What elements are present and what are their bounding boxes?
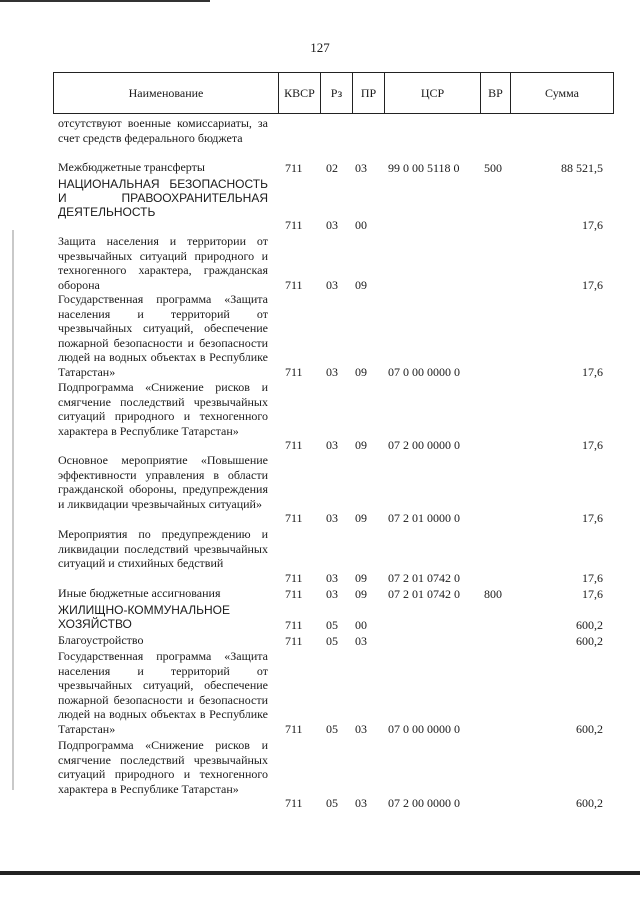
row-rz: 05 — [326, 634, 338, 648]
row-rz: 03 — [326, 438, 338, 452]
row-csr: 07 2 01 0742 0 — [388, 587, 460, 601]
row-rz: 03 — [326, 571, 338, 585]
row-csr: 07 0 00 0000 0 — [388, 722, 460, 736]
row-name: Подпрограмма «Снижение рисков и смягчение последствий чрезвычайных ситуаций природного и техногенного характера в Республике Татарстан» — [58, 380, 268, 438]
table-row — [0, 649, 640, 736]
row-pr: 09 — [355, 587, 367, 601]
header-sum: Сумма — [510, 73, 613, 113]
table-row — [0, 177, 640, 232]
row-sum: 17,6 — [582, 571, 603, 585]
row-pr: 00 — [355, 218, 367, 232]
row-pr: 03 — [355, 796, 367, 810]
row-pr: 09 — [355, 438, 367, 452]
row-sum: 17,6 — [582, 218, 603, 232]
row-rz: 05 — [326, 796, 338, 810]
row-pr: 00 — [355, 618, 367, 632]
row-csr: 07 2 01 0000 0 — [388, 511, 460, 525]
header-name: Наименование — [128, 86, 204, 100]
row-rz: 03 — [326, 365, 338, 379]
row-csr: 07 2 00 0000 0 — [388, 438, 460, 452]
row-pr: 09 — [355, 571, 367, 585]
table-row — [0, 292, 640, 379]
row-kvsr: 711 — [285, 365, 303, 379]
row-kvsr: 711 — [285, 618, 303, 632]
row-pr: 09 — [355, 365, 367, 379]
table-row — [0, 586, 640, 601]
row-name: Государственная программа «Защита населения и территорий от чрезвычайных ситуаций, обеспечение пожарной безопасности и безопасности людей на водных объектах в Республике Татарстан» — [58, 649, 268, 736]
row-name: отсутствуют военные комиссариаты, за счет средств федерального бюджета — [58, 116, 268, 145]
row-name: ЖИЛИЩНО-КОММУНАЛЬНОЕ ХОЗЯЙСТВО — [58, 603, 230, 631]
header-csr: ЦСР — [384, 73, 480, 113]
row-rz: 03 — [326, 511, 338, 525]
row-kvsr: 711 — [285, 511, 303, 525]
row-name: Иные бюджетные ассигнования — [58, 586, 221, 600]
row-name: Подпрограмма «Снижение рисков и смягчение последствий чрезвычайных ситуаций природного и техногенного характера в Республике Татарстан» — [58, 738, 268, 796]
row-kvsr: 711 — [285, 571, 303, 585]
row-sum: 17,6 — [582, 438, 603, 452]
row-rz: 03 — [326, 278, 338, 292]
row-name: Государственная программа «Защита населения и территорий от чрезвычайных ситуаций, обеспечение пожарной безопасности и безопасности людей на водных объектах в Республике Татарстан» — [58, 292, 268, 379]
page-number: 127 — [310, 40, 330, 55]
row-kvsr: 711 — [285, 218, 303, 232]
header-rz: Рз — [320, 73, 352, 113]
row-sum: 600,2 — [576, 634, 603, 648]
row-sum: 600,2 — [576, 796, 603, 810]
row-csr: 07 2 01 0742 0 — [388, 571, 460, 585]
table-row — [0, 633, 640, 648]
table-row — [0, 234, 640, 292]
row-vr: 500 — [484, 161, 502, 175]
row-name: Мероприятия по предупреждению и ликвидации последствий чрезвычайных ситуаций и стихийных бедствий — [58, 527, 268, 570]
table-row — [0, 527, 640, 585]
header-pr: ПР — [352, 73, 384, 113]
row-sum: 17,6 — [582, 278, 603, 292]
row-rz: 03 — [326, 218, 338, 232]
row-csr: 07 0 00 0000 0 — [388, 365, 460, 379]
row-kvsr: 711 — [285, 634, 303, 648]
row-name: Благоустройство — [58, 633, 144, 647]
row-rz: 02 — [326, 161, 338, 175]
header-kvsr: КВСР — [278, 73, 320, 113]
row-name: Основное мероприятие «Повышение эффективности управления в области гражданской обороны, предупреждения и ликвидации чрезвычайных ситуаций» — [58, 453, 268, 511]
row-sum: 17,6 — [582, 587, 603, 601]
row-pr: 03 — [355, 161, 367, 175]
row-name: Защита населения и территории от чрезвычайных ситуаций природного и техногенного характера, гражданская оборона — [58, 234, 268, 292]
row-sum: 17,6 — [582, 365, 603, 379]
header-vr: ВР — [480, 73, 510, 113]
row-rz: 03 — [326, 587, 338, 601]
row-name: Межбюджетные трансферты — [58, 160, 205, 174]
row-sum: 88 521,5 — [561, 161, 603, 175]
row-rz: 05 — [326, 618, 338, 632]
row-sum: 600,2 — [576, 618, 603, 632]
row-pr: 09 — [355, 511, 367, 525]
row-sum: 600,2 — [576, 722, 603, 736]
row-vr: 800 — [484, 587, 502, 601]
row-pr: 09 — [355, 278, 367, 292]
table-row — [0, 603, 640, 632]
table-row — [0, 738, 640, 810]
row-name: НАЦИОНАЛЬНАЯ БЕЗОПАСНОСТЬ И ПРАВООХРАНИТЕЛЬНАЯ ДЕЯТЕЛЬНОСТЬ — [58, 177, 268, 219]
row-rz: 05 — [326, 722, 338, 736]
table-row — [0, 380, 640, 452]
row-kvsr: 711 — [285, 278, 303, 292]
row-pr: 03 — [355, 634, 367, 648]
table-row — [0, 160, 640, 175]
row-pr: 03 — [355, 722, 367, 736]
table-row — [0, 453, 640, 525]
row-csr: 07 2 00 0000 0 — [388, 796, 460, 810]
row-kvsr: 711 — [285, 161, 303, 175]
table-row — [0, 116, 640, 160]
row-kvsr: 711 — [285, 587, 303, 601]
row-kvsr: 711 — [285, 438, 303, 452]
row-csr: 99 0 00 5118 0 — [388, 161, 460, 175]
row-kvsr: 711 — [285, 722, 303, 736]
row-kvsr: 711 — [285, 796, 303, 810]
row-sum: 17,6 — [582, 511, 603, 525]
